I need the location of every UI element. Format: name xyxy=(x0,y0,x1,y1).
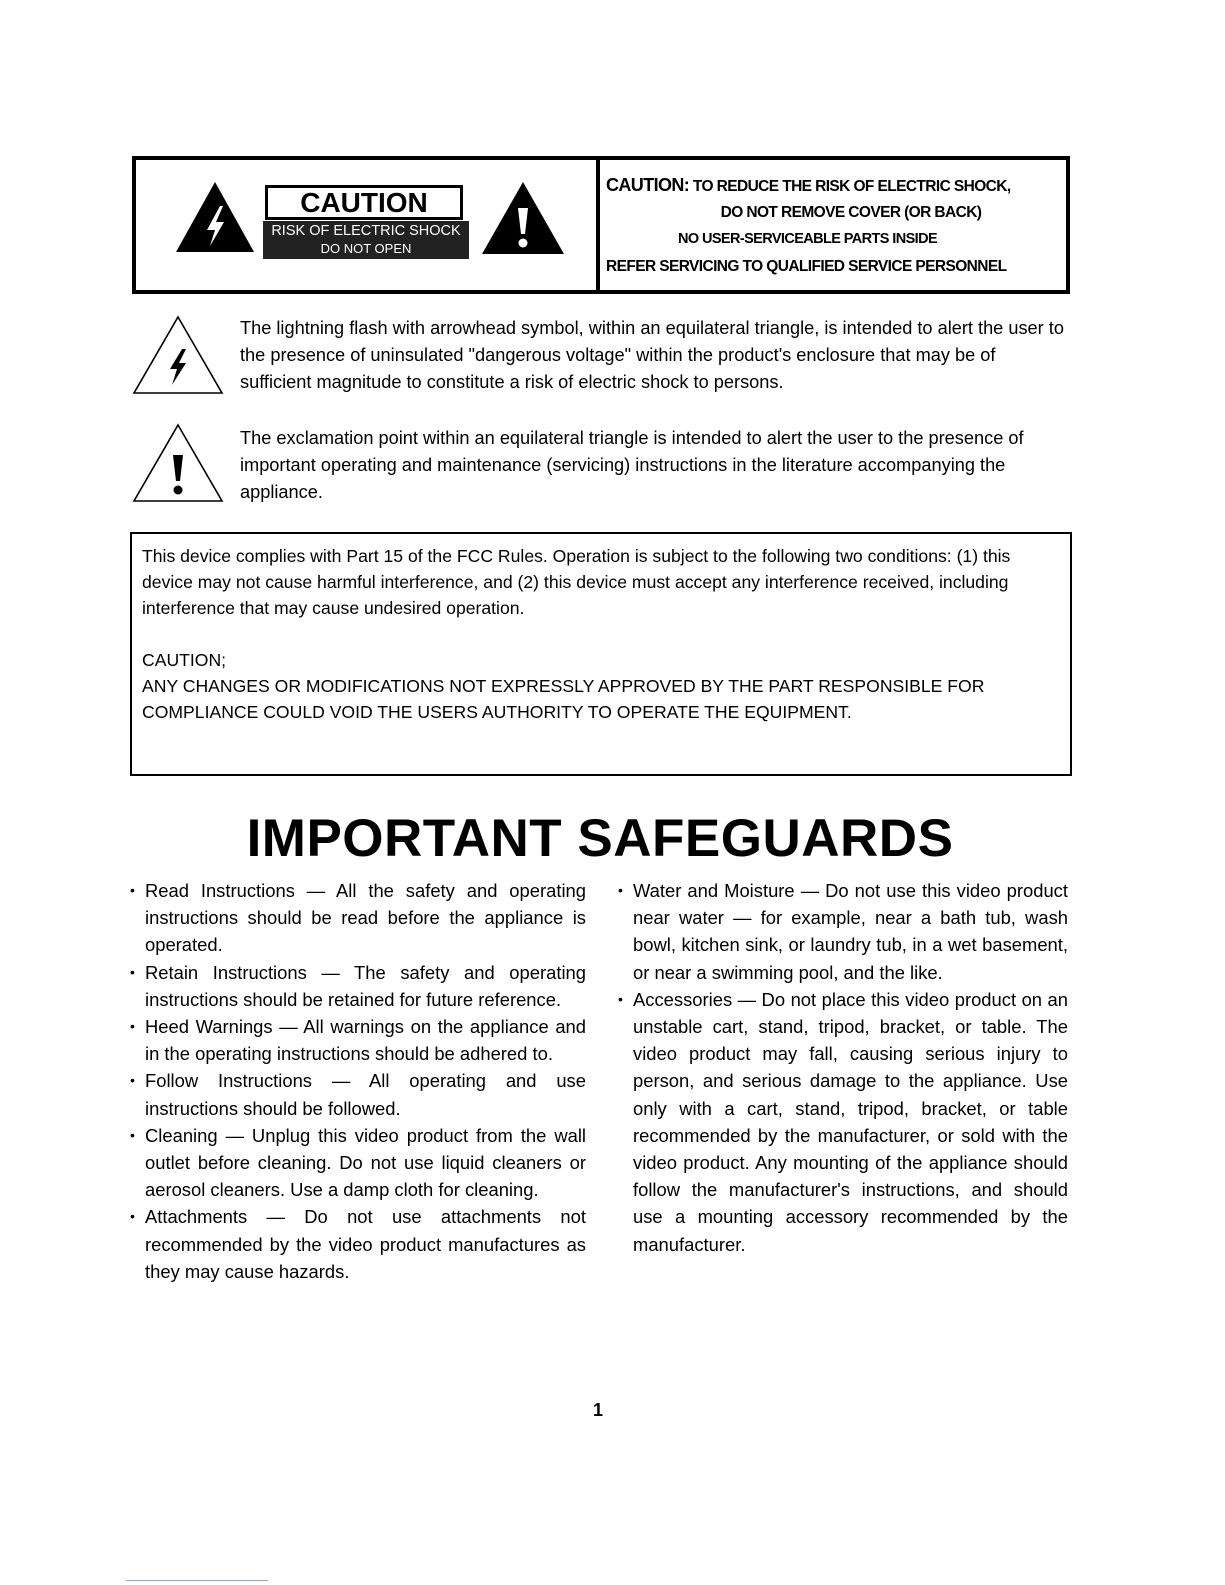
list-item: • Attachments — Do not use attachments not recommended by the video product manufactures as they may cause hazards. xyxy=(130,1203,586,1285)
lightning-triangle-icon xyxy=(174,180,256,254)
caution-notice-text xyxy=(606,172,1066,280)
caution-prefix: CAUTION: xyxy=(606,175,690,195)
lightning-triangle-outline-icon xyxy=(132,315,224,395)
page-title: IMPORTANT SAFEGUARDS xyxy=(246,809,954,868)
caution-banner xyxy=(132,156,1070,294)
list-item: • Water and Moisture — Do not use this video product near water — for example, near a bath tub, wash bowl, kitchen sink, or laundry tub, in a wet basement, or near a swimming pool, and the like. xyxy=(618,877,1068,986)
lightning-symbol-description: The lightning flash with arrowhead symbol, within an equilateral triangle, is intended to alert the user to the presence of uninsulated "dangerous voltage" within the product's enclosure that may be of sufficient magnitude to constitute a risk of electric shock to persons. xyxy=(240,318,1064,392)
caution-label xyxy=(263,185,469,257)
list-item: • Retain Instructions — The safety and operating instructions should be retained for future reference. xyxy=(130,959,586,1013)
page-number: 1 xyxy=(592,1400,603,1420)
fcc-caution-heading: CAUTION; xyxy=(142,650,227,670)
caution-label-line2: DO NOT OPEN xyxy=(320,241,412,256)
caution-label-title: CAUTION xyxy=(265,185,463,220)
list-item: • Cleaning — Unplug this video product from the wall outlet before cleaning. Do not use liquid cleaners or aerosol cleaners. Use a damp cloth for cleaning. xyxy=(130,1122,586,1204)
exclamation-symbol-description: The exclamation point within an equilateral triangle is intended to alert the user to the presence of important operating and maintenance (servicing) instructions in the literature accompanying the appliance. xyxy=(240,428,1024,502)
list-item: • Read Instructions — All the safety and operating instructions should be read before the appliance is operated. xyxy=(130,877,586,959)
exclamation-triangle-outline-icon xyxy=(132,423,224,503)
fcc-statement: This device complies with Part 15 of the FCC Rules. Operation is subject to the following two conditions: (1) this device may not cause harmful interference, and (2) this device must accept any interference received, including interference that may cause undesired operation. xyxy=(142,546,1011,618)
caution-notice-line4: REFER SERVICING TO QUALIFIED SERVICE PERSONNEL xyxy=(606,258,1007,275)
list-item: • Follow Instructions — All operating and use instructions should be followed. xyxy=(130,1067,586,1121)
caution-notice-line1: TO REDUCE THE RISK OF ELECTRIC SHOCK, xyxy=(689,178,1011,195)
caution-notice-line3: NO USER-SERVICEABLE PARTS INSIDE xyxy=(678,231,938,247)
caution-notice-line2: DO NOT REMOVE COVER (OR BACK) xyxy=(720,204,982,221)
safeguards-left-column xyxy=(130,877,586,1285)
fcc-notice-box xyxy=(130,532,1072,776)
caution-symbol-panel xyxy=(136,160,600,290)
divider xyxy=(126,1580,268,1581)
exclamation-triangle-icon xyxy=(480,180,566,256)
list-item: • Accessories — Do not place this video product on an unstable cart, stand, tripod, bracket, or table. The video product may fall, causing serious injury to person, and serious damage to the appliance. Use only with a cart, stand, tripod, bracket, or table recommended by the manufacturer, or sold with the video product. Any mounting of the appliance should follow the manufacturer's instructions, and should use a mounting accessory recommended by the manufacturer. xyxy=(618,986,1068,1258)
caution-notice-panel xyxy=(600,160,1066,290)
fcc-caution-body: ANY CHANGES OR MODIFICATIONS NOT EXPRESSLY APPROVED BY THE PART RESPONSIBLE FOR COMPLIANCE COULD VOID THE USERS AUTHORITY TO OPERATE THE EQUIPMENT. xyxy=(142,676,985,722)
caution-label-line1: RISK OF ELECTRIC SHOCK xyxy=(271,223,461,239)
safeguards-right-column xyxy=(618,877,1068,1258)
caution-label-warning xyxy=(263,221,469,259)
list-item: • Heed Warnings — All warnings on the appliance and in the operating instructions should be adhered to. xyxy=(130,1013,586,1067)
